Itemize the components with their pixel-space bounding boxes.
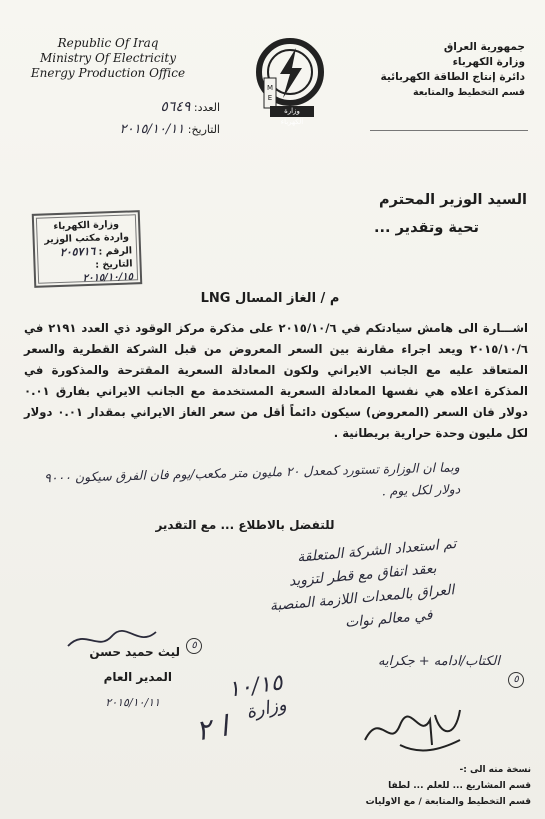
minister-signature-icon bbox=[360, 700, 470, 760]
stamp-date-value: ٢٠١٥/١٠/١٥ bbox=[82, 271, 134, 285]
handwritten-note-book: الكتاب/ادامه + جكرايه bbox=[378, 654, 500, 669]
copies-label: نسخة منه الى :- bbox=[459, 765, 531, 775]
minute-line-2: بعقد اتفاق مع قطر لتزويد bbox=[288, 560, 438, 590]
signer-title: المدير العام bbox=[103, 670, 172, 684]
stamp-number-value: ٢٠٥٧١٦ bbox=[59, 244, 96, 259]
handwritten-ministry-note: وزارة bbox=[244, 694, 289, 723]
reference-date-row bbox=[80, 119, 220, 141]
header-ar-ministry: وزارة الكهرباء bbox=[452, 56, 525, 68]
header-en-office: Energy Production Office bbox=[30, 66, 186, 80]
incoming-stamp bbox=[32, 210, 143, 288]
salutation-recipient: السيد الوزير المحترم bbox=[378, 192, 527, 208]
handwritten-date: ١٠/١٥ bbox=[226, 670, 285, 703]
subject-line: م / الغاز المسال LNG bbox=[200, 291, 340, 306]
minute-line-4: في معالم نوات bbox=[344, 607, 434, 631]
header-en-ministry: Ministry Of Electricity bbox=[39, 51, 177, 65]
signature-date: ٢٠١٥/١٠/١١ bbox=[105, 696, 160, 709]
director-signature-icon bbox=[60, 622, 170, 658]
signer-name: ليث حميد حسن bbox=[89, 645, 180, 659]
stamp-date-label: التاريخ : bbox=[95, 258, 133, 271]
minute-line-3: العراق بالمعدات اللازمة المنصبة bbox=[269, 582, 456, 615]
reference-number-value: ٥٦٤٩ bbox=[160, 99, 191, 115]
copies-item-projects: قسم المشاريع ... للعلم ... لطفا bbox=[388, 781, 531, 791]
header-english bbox=[28, 36, 188, 81]
stamp-ministry: وزارة الكهرباء bbox=[53, 218, 120, 233]
handwritten-addition: وبما ان الوزارة تستورد كمعدل ٢٠ مليون متر مكعب/يوم فان الفرق سيكون ٩٠٠٠ دولار لكل يوم . bbox=[43, 459, 461, 499]
logo-caption: وزارة الكهرباء bbox=[280, 107, 304, 126]
reference-date-label: التاريخ: bbox=[187, 123, 220, 136]
svg-text:E: E bbox=[267, 94, 273, 102]
stamp-office: واردة مكتب الوزير bbox=[44, 231, 130, 246]
copies-item-planning: قسم التخطيط والمتابعة / مع الاوليات bbox=[365, 797, 531, 807]
reference-number-label: العدد: bbox=[193, 101, 220, 114]
circled-number-b: ٥ bbox=[508, 672, 524, 688]
reference-date-value: ٢٠١٥/١٠/١١ bbox=[119, 122, 185, 137]
svg-text:M: M bbox=[266, 84, 274, 92]
circled-number-a: ٥ bbox=[186, 638, 202, 654]
handwritten-mark: ا ٢ bbox=[193, 709, 231, 748]
ministry-logo bbox=[250, 38, 336, 126]
header-ar-directorate: دائرة إنتاج الطاقة الكهربائية bbox=[380, 71, 525, 83]
reference-number-row bbox=[80, 96, 220, 119]
closing-line: للتفضل بالاطلاع ... مع التقدير bbox=[155, 518, 335, 532]
stamp-date-row bbox=[42, 257, 133, 286]
stamp-number-label: الرقم : bbox=[98, 245, 133, 258]
header-ar-department: قسم التخطيط والمتابعة bbox=[412, 87, 525, 98]
header-arabic bbox=[355, 40, 525, 100]
reference-block bbox=[80, 96, 220, 141]
copies-block bbox=[311, 762, 531, 810]
stamp-content bbox=[36, 214, 138, 283]
header-en-country: Republic Of Iraq bbox=[57, 36, 159, 50]
salutation-greeting: تحية وتقدير ... bbox=[374, 220, 479, 236]
salutation-block bbox=[267, 186, 527, 242]
body-paragraph: اشـــارة الى هامش سيادتكم في ٢٠١٥/١٠/٦ على مذكرة مركز الوقود ذي العدد ٢١٩١ في ٢٠١٥/١٠/٦ ويعد اجراء مقارنة بين السعر المعروض من قبل الشركة القطرية والسعر المتعاقد عليه مع الجانب الايراني ولكون المعادلة السعرية المقترحة والمذكورة في المذكرة اعلاه هي نفسها المعادلة السعرية المستخدمة مع الجانب الايراني بفارق ٠.٠١ دولار فان السعر (المعروض) سيكون دائماً أقل من سعر الغاز الايراني بمقدار ٠.٠١ دولار لكل مليون وحدة حرارية بريطانية . bbox=[24, 321, 529, 440]
header-divider bbox=[370, 130, 528, 131]
minute-line-1: تم استعداد الشركة المتعلقة bbox=[296, 535, 457, 566]
header-ar-country: جمهورية العراق bbox=[443, 41, 525, 53]
